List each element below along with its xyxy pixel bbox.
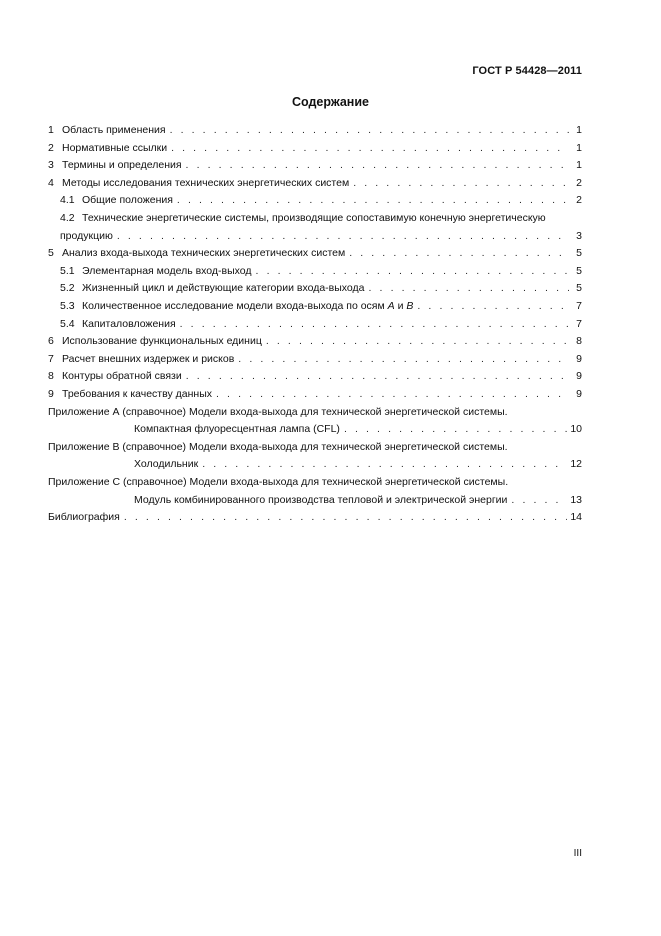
toc-entry-text: Методы исследования технических энергетических систем	[62, 176, 350, 189]
toc-entry-number: 8	[48, 370, 54, 383]
toc-appendix-a-line2[interactable]	[48, 421, 582, 439]
leader-dots	[202, 456, 567, 474]
leader-dots	[186, 157, 569, 175]
leader-dots	[186, 368, 569, 386]
toc-entry-text: Капиталовложения	[82, 317, 176, 330]
toc-entry-number: 6	[48, 335, 54, 348]
toc-entry-text: Нормативные ссылки	[62, 141, 168, 154]
toc-appendix-a-line1[interactable]	[48, 404, 582, 422]
toc-entry-text: Использование функциональных единиц	[62, 335, 262, 348]
toc-appendix-b-line2[interactable]	[48, 456, 582, 474]
toc-entry-1[interactable]	[48, 122, 582, 140]
toc-title: Содержание	[291, 95, 369, 109]
toc-entry-number: 9	[48, 388, 54, 400]
leader-dots	[369, 280, 570, 298]
toc-entry-2[interactable]	[48, 140, 582, 158]
toc-entry-number: 5	[48, 247, 54, 260]
toc-entry-page: 5	[576, 247, 582, 260]
toc-entry-number: 5.3	[60, 300, 75, 313]
toc-entry-text: Модуль комбинированного производства тепловой и электрической энергии	[134, 493, 508, 506]
toc-entry-number: 1	[48, 124, 54, 137]
toc-entry-text: Приложение В (справочное) Модели входа-выхода для технической энергетической системы.	[48, 440, 508, 453]
leader-dots	[266, 333, 569, 351]
toc-entry-text: Технические энергетические системы, производящие сопоставимую конечную энергетическую	[82, 212, 546, 225]
toc-entry-5[interactable]	[48, 245, 582, 263]
toc-entry-number: 4.1	[60, 194, 75, 207]
toc-entry-page: 14	[570, 511, 582, 524]
toc-entry-number: 3	[48, 159, 54, 172]
toc-entry-number: 5.2	[60, 282, 75, 295]
toc-entry-text: Общие положения	[82, 194, 173, 207]
leader-dots	[170, 122, 569, 140]
page-number: III	[573, 848, 582, 859]
toc-entry-page: 1	[576, 159, 582, 172]
toc-appendix-c-line1[interactable]	[48, 474, 582, 492]
toc-entry-text: Анализ входа-выхода технических энергетических систем	[62, 247, 346, 260]
leader-dots	[177, 192, 569, 210]
toc-entry-number: 7	[48, 352, 54, 365]
toc-entry-6[interactable]	[48, 333, 582, 351]
toc-entry-page: 2	[576, 194, 582, 207]
document-code: ГОСТ Р 54428—2011	[472, 65, 582, 77]
toc-entry-text: Компактная флуоресцентная лампа (CFL)	[134, 423, 340, 436]
toc-entry-5-1[interactable]	[48, 263, 582, 281]
toc-entry-page: 10	[570, 423, 582, 436]
toc-entry-page: 3	[576, 229, 582, 242]
leader-dots	[349, 245, 569, 263]
toc-appendix-b-line1[interactable]	[48, 439, 582, 457]
toc-entry-4-1[interactable]	[48, 192, 582, 210]
toc-entry-4-2-line1[interactable]	[48, 210, 582, 228]
leader-dots	[417, 298, 569, 316]
toc-entry-number: 5.4	[60, 317, 75, 330]
toc-entry-text: Приложение С (справочное) Модели входа-выхода для технической энергетической системы.	[48, 475, 509, 488]
leader-dots	[511, 492, 567, 510]
leader-dots	[216, 386, 569, 404]
toc-entry-page: 9	[576, 388, 582, 400]
toc-entry-page: 2	[576, 176, 582, 189]
toc-entry-number: 4	[48, 176, 54, 189]
axis-b-label: B	[406, 300, 414, 313]
toc-entry-text: продукцию	[60, 229, 113, 242]
toc-entry-5-4[interactable]	[48, 316, 582, 334]
toc-bibliography[interactable]	[48, 509, 582, 527]
toc-entry-4[interactable]	[48, 175, 582, 193]
toc-entry-page: 1	[576, 124, 582, 137]
conjunction: и	[397, 300, 404, 313]
toc-entry-page: 5	[576, 264, 582, 277]
toc-appendix-c-line2[interactable]	[48, 491, 582, 509]
toc-entry-7[interactable]	[48, 351, 582, 369]
toc-entry-text: Контуры обратной связи	[62, 370, 182, 383]
toc-entry-number: 5.1	[60, 264, 75, 277]
toc-entry-page: 8	[576, 335, 582, 348]
leader-dots	[256, 263, 569, 281]
toc-entry-text: Термины и определения	[62, 159, 182, 172]
toc-entry-5-3[interactable]	[48, 298, 582, 316]
toc-entry-9[interactable]	[48, 386, 582, 404]
toc-entry-text-main: Количественное исследование модели входа-выхода по осям	[82, 300, 385, 313]
toc-entry-number: 4.2	[60, 212, 75, 225]
toc-entry-page: 1	[576, 141, 582, 154]
toc-entry-text: Область применения	[62, 124, 166, 137]
toc-entry-5-2[interactable]	[48, 280, 582, 298]
toc-entry-text	[82, 298, 413, 316]
toc-entry-page: 7	[576, 317, 582, 330]
toc-entry-text: Приложение А (справочное) Модели входа-выхода для технической энергетической системы.	[48, 405, 508, 418]
toc-entry-page: 5	[576, 282, 582, 295]
table-of-contents	[48, 122, 582, 527]
toc-entry-3[interactable]	[48, 157, 582, 175]
leader-dots	[238, 351, 569, 369]
toc-entry-page: 9	[576, 370, 582, 383]
toc-entry-8[interactable]	[48, 368, 582, 386]
toc-entry-text: Элементарная модель вход-выход	[82, 264, 252, 277]
leader-dots	[353, 175, 569, 193]
leader-dots	[124, 509, 567, 527]
toc-entry-text: Холодильник	[134, 458, 199, 471]
toc-entry-text: Требования к качеству данных	[62, 388, 212, 400]
toc-entry-text: Библиография	[48, 511, 120, 524]
toc-entry-number: 2	[48, 141, 54, 154]
toc-entry-text: Расчет внешних издержек и рисков	[62, 352, 235, 365]
toc-entry-text: Жизненный цикл и действующие категории входа-выхода	[82, 282, 365, 295]
leader-dots	[171, 140, 569, 158]
axis-a-label: A	[387, 300, 395, 313]
toc-entry-4-2-line2[interactable]	[48, 228, 582, 246]
leader-dots	[117, 228, 569, 246]
leader-dots	[180, 316, 569, 334]
toc-entry-page: 12	[570, 458, 582, 471]
toc-entry-page: 9	[576, 352, 582, 365]
leader-dots	[344, 421, 567, 439]
toc-entry-page: 7	[576, 300, 582, 313]
toc-entry-page: 13	[570, 493, 582, 506]
